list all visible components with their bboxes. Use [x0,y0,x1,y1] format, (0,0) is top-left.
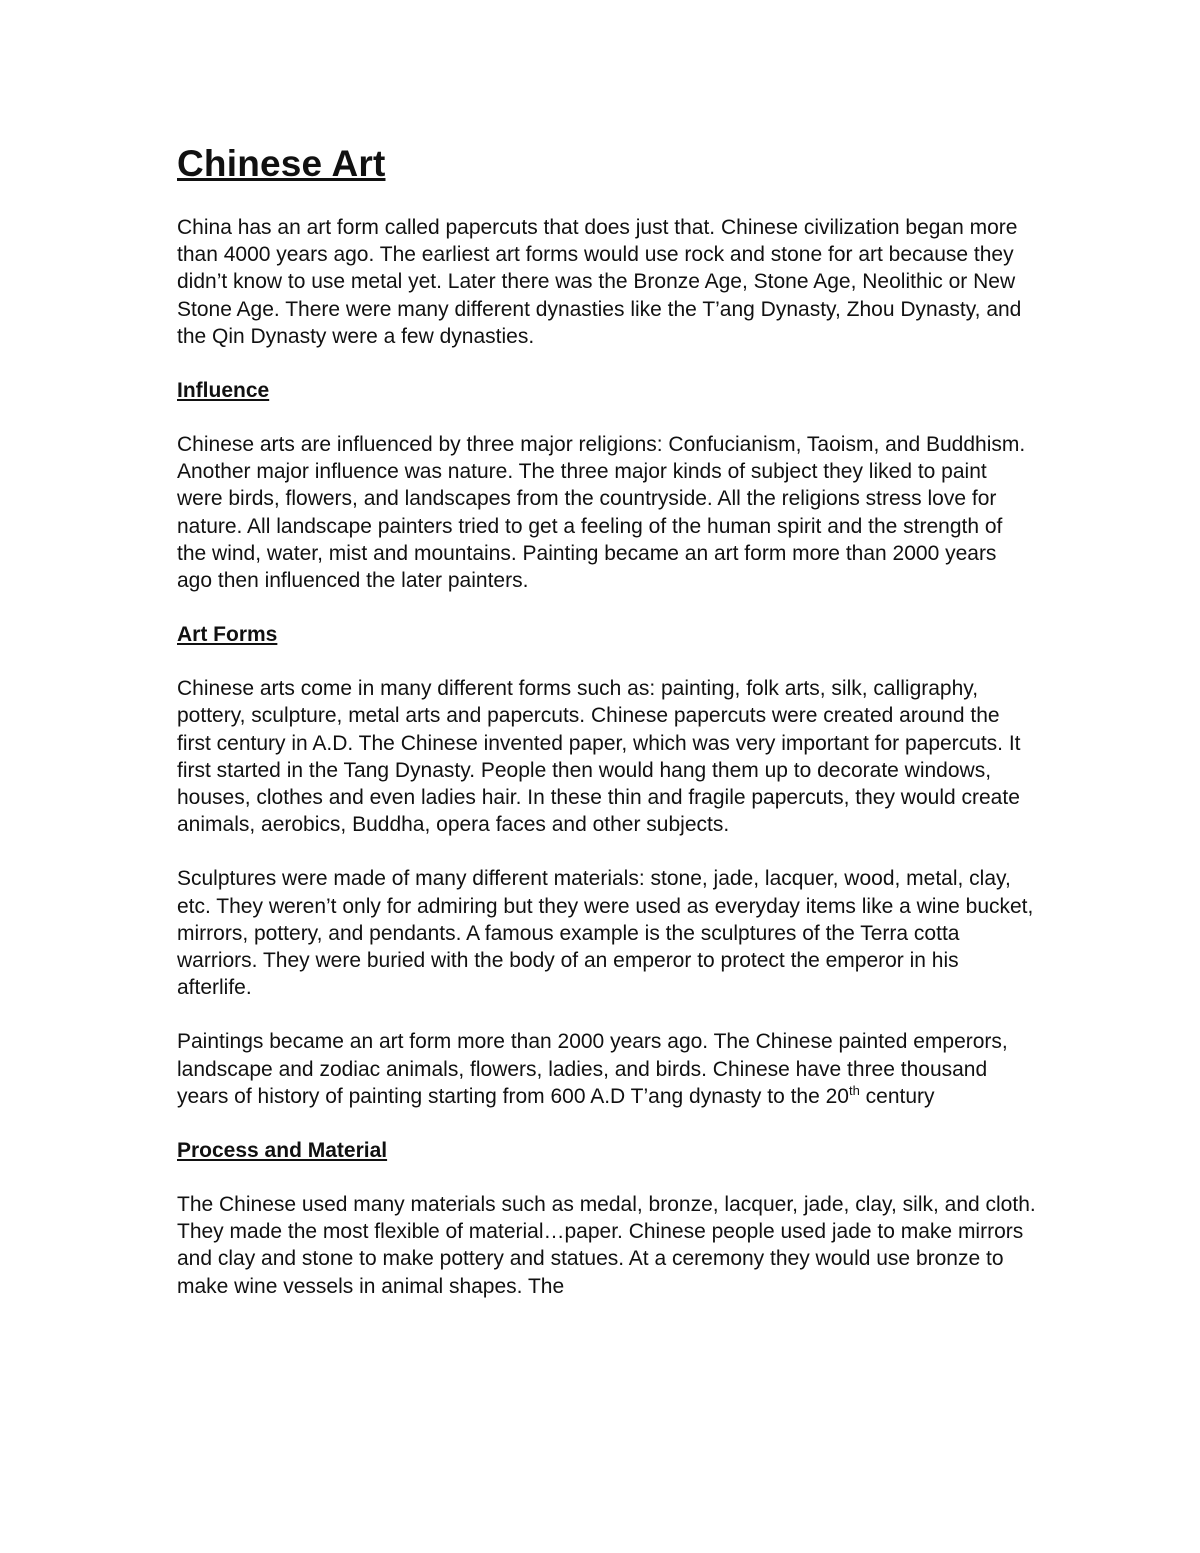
document-title: Chinese Art [177,143,386,184]
art-forms-paragraph-3-main: Paintings became an art form more than 2000 years ago. The Chinese painted emperors, landscape and zodiac animals, flowers, ladies, and birds. Chinese have three thousand years of history of painting starting from 600 A.D T’ang dynasty to the 20 [177,1030,1008,1108]
art-forms-paragraph-2: Sculptures were made of many different materials: stone, jade, lacquer, wood, metal, clay, etc. They weren’t only for admiring but they were used as everyday items like a wine bucket, mirrors, pottery, and pendants. A famous example is the sculptures of the Terra cotta warriors. They were buried with the body of an emperor to protect the emperor in his afterlife. [177,867,1034,1000]
art-forms-paragraph-3 [177,1028,1037,1110]
art-forms-paragraph-1: Chinese arts come in many different forms such as: painting, folk arts, silk, calligraphy, pottery, sculpture, metal arts and papercuts. Chinese papercuts were created around the first century in A.D. The Chinese invented paper, which was very important for papercuts. It first started in the Tang Dynasty. People then would hang them up to decorate windows, houses, clothes and even ladies hair. In these thin and fragile papercuts, they would create animals, aerobics, Buddha, opera faces and other subjects. [177,677,1021,837]
influence-heading: Influence [177,379,270,403]
art-forms-paragraph-3-end: century [859,1084,935,1108]
intro-paragraph: China has an art form called papercuts that does just that. Chinese civilization began more than 4000 years ago. The earliest art forms would use rock and stone for art because they didn’t know to use metal yet. Later there was the Bronze Age, Stone Age, Neolithic or New Stone Age. There were many different dynasties like the T’ang Dynasty, Zhou Dynasty, and the Qin Dynasty were a few dynasties. [177,216,1022,348]
ordinal-superscript: th [848,1082,860,1098]
process-heading: Process and Material [177,1139,388,1163]
art-forms-heading: Art Forms [177,623,278,647]
process-paragraph: The Chinese used many materials such as medal, bronze, lacquer, jade, clay, silk, and cloth. They made the most flexible of material…paper. Chinese people used jade to make mirrors and clay and stone to make pottery and statues. At a ceremony they would use bronze to make wine vessels in animal shapes. The [177,1193,1036,1298]
influence-paragraph: Chinese arts are influenced by three major religions: Confucianism, Taoism, and Buddhism. Another major influence was nature. The three major kinds of subject they liked to paint were birds, flowers, and landscapes from the countryside. All the religions stress love for nature. All landscape painters tried to get a feeling of the human spirit and the strength of the wind, water, mist and mountains. Painting became an art form more than 2000 years ago then influenced the later painters. [177,433,1026,593]
document-page [177,140,1037,1327]
